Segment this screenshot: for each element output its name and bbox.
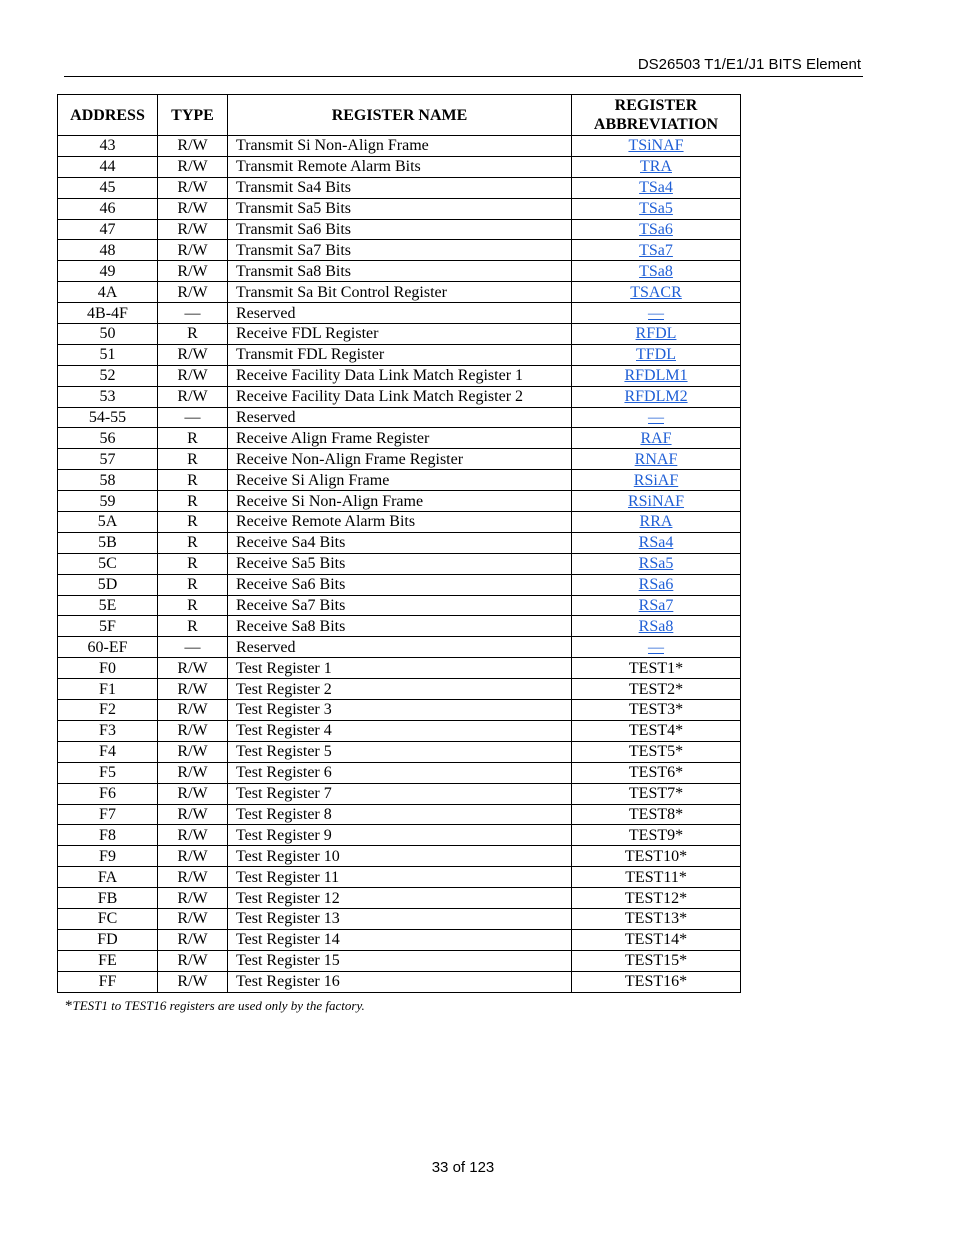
register-abbreviation-link[interactable]: RFDLM2 bbox=[624, 388, 688, 406]
cell-type: — bbox=[158, 637, 228, 658]
table-row bbox=[58, 679, 741, 700]
table-row bbox=[58, 950, 741, 971]
cell-type: R/W bbox=[158, 136, 228, 157]
cell-register-abbreviation bbox=[572, 240, 741, 261]
cell-address: 48 bbox=[58, 240, 158, 261]
cell-address: FD bbox=[58, 929, 158, 950]
cell-type: R bbox=[158, 595, 228, 616]
cell-register-abbreviation bbox=[572, 574, 741, 595]
table-row bbox=[58, 177, 741, 198]
table-row bbox=[58, 491, 741, 512]
table-row bbox=[58, 136, 741, 157]
register-abbreviation-link[interactable]: — bbox=[648, 304, 664, 322]
table-row bbox=[58, 219, 741, 240]
cell-type: R/W bbox=[158, 950, 228, 971]
cell-register-name: Test Register 15 bbox=[228, 950, 572, 971]
table-row bbox=[58, 867, 741, 888]
cell-address: 45 bbox=[58, 177, 158, 198]
cell-register-name: Test Register 3 bbox=[228, 700, 572, 721]
cell-address: FA bbox=[58, 867, 158, 888]
cell-type: R/W bbox=[158, 908, 228, 929]
register-abbreviation-link[interactable]: — bbox=[648, 409, 664, 427]
cell-register-abbreviation bbox=[572, 324, 741, 345]
cell-register-name: Reserved bbox=[228, 637, 572, 658]
cell-type: R/W bbox=[158, 282, 228, 303]
cell-register-name: Test Register 6 bbox=[228, 762, 572, 783]
cell-type: R/W bbox=[158, 762, 228, 783]
cell-address: F9 bbox=[58, 846, 158, 867]
cell-register-name: Test Register 1 bbox=[228, 658, 572, 679]
cell-address: 53 bbox=[58, 386, 158, 407]
cell-type: R/W bbox=[158, 720, 228, 741]
cell-register-abbreviation bbox=[572, 198, 741, 219]
table-row bbox=[58, 282, 741, 303]
table-row bbox=[58, 908, 741, 929]
cell-address: 59 bbox=[58, 491, 158, 512]
cell-type: R bbox=[158, 512, 228, 533]
cell-address: 49 bbox=[58, 261, 158, 282]
cell-type: — bbox=[158, 407, 228, 428]
cell-register-abbreviation: TEST11* bbox=[572, 867, 741, 888]
register-abbreviation-link[interactable]: RRA bbox=[639, 513, 673, 531]
table-row bbox=[58, 741, 741, 762]
register-abbreviation-link[interactable]: TSiNAF bbox=[628, 137, 684, 155]
register-abbreviation-link[interactable]: TRA bbox=[640, 158, 672, 176]
cell-address: 5B bbox=[58, 532, 158, 553]
cell-register-abbreviation bbox=[572, 616, 741, 637]
cell-register-abbreviation bbox=[572, 532, 741, 553]
cell-register-abbreviation: TEST16* bbox=[572, 971, 741, 992]
cell-register-abbreviation: TEST15* bbox=[572, 950, 741, 971]
cell-address: FC bbox=[58, 908, 158, 929]
cell-address: 57 bbox=[58, 449, 158, 470]
cell-register-abbreviation bbox=[572, 595, 741, 616]
cell-register-name: Test Register 8 bbox=[228, 804, 572, 825]
cell-register-name: Test Register 5 bbox=[228, 741, 572, 762]
cell-register-abbreviation: TEST4* bbox=[572, 720, 741, 741]
cell-address: 54-55 bbox=[58, 407, 158, 428]
cell-type: R/W bbox=[158, 741, 228, 762]
cell-type: R/W bbox=[158, 804, 228, 825]
cell-register-name: Receive Sa4 Bits bbox=[228, 532, 572, 553]
cell-register-abbreviation bbox=[572, 282, 741, 303]
cell-type: R/W bbox=[158, 783, 228, 804]
cell-register-abbreviation bbox=[572, 386, 741, 407]
footnote bbox=[65, 998, 365, 1015]
table-row bbox=[58, 804, 741, 825]
cell-register-name: Receive Sa5 Bits bbox=[228, 553, 572, 574]
cell-register-abbreviation: TEST8* bbox=[572, 804, 741, 825]
table-row bbox=[58, 407, 741, 428]
cell-address: 58 bbox=[58, 470, 158, 491]
cell-address: F1 bbox=[58, 679, 158, 700]
cell-address: F2 bbox=[58, 700, 158, 721]
column-header-register-abbreviation: REGISTER ABBREVIATION bbox=[572, 95, 741, 136]
cell-register-abbreviation bbox=[572, 365, 741, 386]
table-row bbox=[58, 783, 741, 804]
cell-register-name: Receive Sa7 Bits bbox=[228, 595, 572, 616]
cell-register-abbreviation bbox=[572, 512, 741, 533]
table-row bbox=[58, 574, 741, 595]
cell-type: R/W bbox=[158, 386, 228, 407]
cell-register-name: Transmit Sa8 Bits bbox=[228, 261, 572, 282]
cell-type: R bbox=[158, 553, 228, 574]
cell-type: R/W bbox=[158, 219, 228, 240]
cell-register-name: Receive Si Non-Align Frame bbox=[228, 491, 572, 512]
register-abbreviation-link[interactable]: TFDL bbox=[636, 346, 676, 364]
cell-register-abbreviation: TEST10* bbox=[572, 846, 741, 867]
cell-register-abbreviation: TEST9* bbox=[572, 825, 741, 846]
cell-register-name: Transmit Sa7 Bits bbox=[228, 240, 572, 261]
cell-type: R/W bbox=[158, 846, 228, 867]
cell-register-abbreviation: TEST1* bbox=[572, 658, 741, 679]
cell-register-abbreviation bbox=[572, 261, 741, 282]
cell-type: R/W bbox=[158, 888, 228, 909]
cell-register-name: Receive Remote Alarm Bits bbox=[228, 512, 572, 533]
register-abbreviation-link[interactable]: RSa7 bbox=[638, 597, 674, 615]
cell-register-name: Test Register 4 bbox=[228, 720, 572, 741]
cell-type: R bbox=[158, 470, 228, 491]
table-row bbox=[58, 512, 741, 533]
register-abbreviation-link[interactable]: TSa8 bbox=[639, 262, 673, 280]
table-row bbox=[58, 658, 741, 679]
page-header bbox=[64, 55, 863, 77]
register-abbreviation-link[interactable]: TSa5 bbox=[639, 200, 673, 218]
table-body bbox=[58, 136, 741, 993]
cell-type: R/W bbox=[158, 156, 228, 177]
table-row bbox=[58, 261, 741, 282]
cell-register-name: Receive Sa8 Bits bbox=[228, 616, 572, 637]
cell-register-abbreviation: TEST3* bbox=[572, 700, 741, 721]
cell-type: R/W bbox=[158, 658, 228, 679]
cell-register-abbreviation bbox=[572, 156, 741, 177]
cell-register-name: Transmit Sa5 Bits bbox=[228, 198, 572, 219]
table-row bbox=[58, 595, 741, 616]
cell-address: FE bbox=[58, 950, 158, 971]
cell-type: R bbox=[158, 449, 228, 470]
cell-register-abbreviation: TEST6* bbox=[572, 762, 741, 783]
cell-register-name: Receive Facility Data Link Match Register 1 bbox=[228, 365, 572, 386]
cell-address: 5F bbox=[58, 616, 158, 637]
cell-address: F6 bbox=[58, 783, 158, 804]
page-number: 33 of 123 bbox=[431, 1159, 495, 1176]
cell-address: FF bbox=[58, 971, 158, 992]
table-row bbox=[58, 240, 741, 261]
cell-register-name: Reserved bbox=[228, 303, 572, 324]
table-row bbox=[58, 386, 741, 407]
cell-register-name: Test Register 7 bbox=[228, 783, 572, 804]
register-abbreviation-link[interactable]: TSa4 bbox=[639, 179, 673, 197]
cell-address: 50 bbox=[58, 324, 158, 345]
cell-address: 47 bbox=[58, 219, 158, 240]
table-row bbox=[58, 449, 741, 470]
cell-register-name: Transmit Si Non-Align Frame bbox=[228, 136, 572, 157]
register-abbreviation-link[interactable]: RSa8 bbox=[638, 617, 674, 635]
register-map-table bbox=[57, 94, 741, 993]
register-abbreviation-link[interactable]: RSiNAF bbox=[627, 492, 685, 510]
table-row bbox=[58, 616, 741, 637]
column-header-address: ADDRESS bbox=[58, 95, 158, 136]
cell-type: R/W bbox=[158, 700, 228, 721]
column-header-register-name: REGISTER NAME bbox=[228, 95, 572, 136]
table-header-row bbox=[58, 95, 741, 136]
cell-register-name: Receive Align Frame Register bbox=[228, 428, 572, 449]
table-row bbox=[58, 888, 741, 909]
cell-register-abbreviation: TEST14* bbox=[572, 929, 741, 950]
cell-type: R/W bbox=[158, 198, 228, 219]
cell-register-abbreviation bbox=[572, 177, 741, 198]
cell-register-abbreviation bbox=[572, 637, 741, 658]
register-abbreviation-link[interactable]: TSa6 bbox=[639, 221, 673, 238]
cell-type: R/W bbox=[158, 971, 228, 992]
table-row bbox=[58, 825, 741, 846]
cell-register-abbreviation: TEST7* bbox=[572, 783, 741, 804]
table-row bbox=[58, 303, 741, 324]
cell-register-abbreviation bbox=[572, 428, 741, 449]
register-abbreviation-link[interactable]: RSa5 bbox=[638, 555, 674, 573]
register-abbreviation-link[interactable]: RFDLM1 bbox=[624, 367, 688, 385]
footnote-text: TEST1 to TEST16 registers are used only by the factory. bbox=[72, 998, 365, 1013]
footnote-marker: * bbox=[65, 998, 73, 1014]
cell-register-name: Transmit Sa Bit Control Register bbox=[228, 282, 572, 303]
cell-type: R bbox=[158, 574, 228, 595]
cell-type: R/W bbox=[158, 344, 228, 365]
cell-register-abbreviation: TEST12* bbox=[572, 888, 741, 909]
cell-register-name: Transmit Sa4 Bits bbox=[228, 177, 572, 198]
cell-type: R/W bbox=[158, 177, 228, 198]
document-title: DS26503 T1/E1/J1 BITS Element bbox=[637, 56, 861, 73]
cell-register-abbreviation bbox=[572, 407, 741, 428]
table-row bbox=[58, 637, 741, 658]
cell-type: R/W bbox=[158, 929, 228, 950]
register-abbreviation-link[interactable]: RNAF bbox=[634, 450, 678, 468]
cell-register-name: Test Register 12 bbox=[228, 888, 572, 909]
register-abbreviation-link[interactable]: RFDL bbox=[635, 325, 677, 343]
cell-type: R bbox=[158, 428, 228, 449]
cell-address: 56 bbox=[58, 428, 158, 449]
cell-address: F5 bbox=[58, 762, 158, 783]
cell-register-abbreviation: TEST5* bbox=[572, 741, 741, 762]
table-row bbox=[58, 762, 741, 783]
cell-address: 52 bbox=[58, 365, 158, 386]
cell-type: R/W bbox=[158, 365, 228, 386]
cell-address: F4 bbox=[58, 741, 158, 762]
cell-address: 4B-4F bbox=[58, 303, 158, 324]
cell-register-name: Test Register 11 bbox=[228, 867, 572, 888]
cell-register-name: Test Register 2 bbox=[228, 679, 572, 700]
table-row bbox=[58, 720, 741, 741]
table-row bbox=[58, 553, 741, 574]
cell-address: 5A bbox=[58, 512, 158, 533]
cell-register-abbreviation bbox=[572, 553, 741, 574]
cell-register-name: Receive Facility Data Link Match Register 2 bbox=[228, 386, 572, 407]
cell-register-abbreviation bbox=[572, 136, 741, 157]
table-row bbox=[58, 156, 741, 177]
table-row bbox=[58, 532, 741, 553]
cell-address: 5D bbox=[58, 574, 158, 595]
cell-register-abbreviation bbox=[572, 491, 741, 512]
cell-type: R/W bbox=[158, 679, 228, 700]
register-abbreviation-link[interactable]: RSa4 bbox=[638, 534, 674, 552]
cell-type: R/W bbox=[158, 867, 228, 888]
cell-type: R/W bbox=[158, 261, 228, 282]
cell-register-name: Transmit Sa6 Bits bbox=[228, 219, 572, 240]
cell-register-name: Test Register 14 bbox=[228, 929, 572, 950]
register-abbreviation-link[interactable]: TSa7 bbox=[639, 241, 673, 259]
cell-address: 60-EF bbox=[58, 637, 158, 658]
cell-register-abbreviation bbox=[572, 303, 741, 324]
table-row bbox=[58, 929, 741, 950]
cell-register-abbreviation bbox=[572, 470, 741, 491]
column-header-type: TYPE bbox=[158, 95, 228, 136]
cell-address: F3 bbox=[58, 720, 158, 741]
cell-type: — bbox=[158, 303, 228, 324]
cell-address: 44 bbox=[58, 156, 158, 177]
table-row bbox=[58, 198, 741, 219]
cell-register-name: Test Register 9 bbox=[228, 825, 572, 846]
table-row bbox=[58, 365, 741, 386]
cell-register-name: Transmit Remote Alarm Bits bbox=[228, 156, 572, 177]
cell-register-name: Test Register 13 bbox=[228, 908, 572, 929]
table-row bbox=[58, 700, 741, 721]
cell-type: R bbox=[158, 616, 228, 637]
cell-register-name: Test Register 10 bbox=[228, 846, 572, 867]
cell-address: F0 bbox=[58, 658, 158, 679]
cell-address: 4A bbox=[58, 282, 158, 303]
table-row bbox=[58, 470, 741, 491]
table-row bbox=[58, 971, 741, 992]
register-abbreviation-link[interactable]: RAF bbox=[640, 429, 672, 447]
cell-address: FB bbox=[58, 888, 158, 909]
cell-address: 5C bbox=[58, 553, 158, 574]
cell-register-abbreviation: TEST2* bbox=[572, 679, 741, 700]
cell-address: F8 bbox=[58, 825, 158, 846]
cell-type: R bbox=[158, 532, 228, 553]
register-abbreviation-link[interactable]: RSiAF bbox=[633, 471, 679, 489]
cell-type: R/W bbox=[158, 240, 228, 261]
cell-address: 5E bbox=[58, 595, 158, 616]
table-row bbox=[58, 324, 741, 345]
cell-address: 46 bbox=[58, 198, 158, 219]
cell-register-name: Receive FDL Register bbox=[228, 324, 572, 345]
cell-register-name: Receive Non-Align Frame Register bbox=[228, 449, 572, 470]
cell-register-name: Receive Si Align Frame bbox=[228, 470, 572, 491]
cell-register-name: Transmit FDL Register bbox=[228, 344, 572, 365]
cell-address: 51 bbox=[58, 344, 158, 365]
cell-type: R/W bbox=[158, 825, 228, 846]
cell-register-abbreviation: TEST13* bbox=[572, 908, 741, 929]
cell-address: 43 bbox=[58, 136, 158, 157]
register-abbreviation-link[interactable]: RSa6 bbox=[638, 576, 674, 594]
cell-register-name: Test Register 16 bbox=[228, 971, 572, 992]
table-row bbox=[58, 846, 741, 867]
cell-register-abbreviation bbox=[572, 344, 741, 365]
cell-address: F7 bbox=[58, 804, 158, 825]
cell-register-name: Reserved bbox=[228, 407, 572, 428]
cell-register-abbreviation bbox=[572, 449, 741, 470]
cell-register-name: Receive Sa6 Bits bbox=[228, 574, 572, 595]
cell-register-abbreviation bbox=[572, 219, 741, 240]
table-row bbox=[58, 428, 741, 449]
register-abbreviation-link[interactable]: TSACR bbox=[630, 283, 682, 301]
register-abbreviation-link[interactable]: — bbox=[648, 638, 664, 656]
cell-type: R bbox=[158, 491, 228, 512]
cell-type: R bbox=[158, 324, 228, 345]
table-row bbox=[58, 344, 741, 365]
